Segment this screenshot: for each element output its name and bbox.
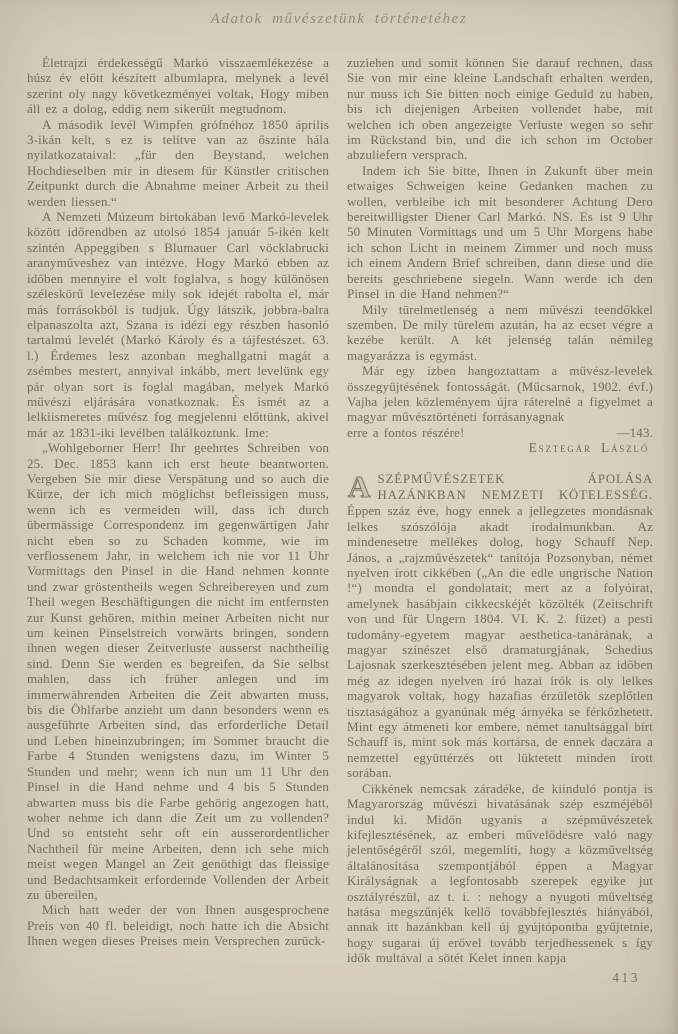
closing-text: erre a fontos részére!	[347, 424, 465, 440]
dropcap-initial: A	[348, 468, 371, 504]
left-column	[27, 55, 329, 949]
paragraph: Mily türelmetlenség a nem művészi teendőkkel szemben. De mily türelem azután, ha az ecset végre a kezébe került. A két jelenség talán némileg magyarázza is egymást.	[347, 301, 653, 363]
author-signature: Esztegár László	[528, 440, 649, 456]
article-body-text: Éppen száz éve, hogy ennek a jellegzetes mondásnak lelkes szószólója akadt irodalmunkban. Az mindenesetre mellékes dolog, hogy Schauff Nep. János, a „rajzművészetek“ tanítója Pozsonyban, német nyelven írott cikkében („An die edle ungrische Nation !“) mondta el gondolatait; mert az a folyóirat, amelynek hasábjain cikkecskéjét közölték (Zeitschrift von und für Ungern 1804. VI. K. 2. füzet) a pesti tudomány-egyetem magyar aesthetica-tanárának, a magyar színészet első dramaturgjának, Schedius Lajosnak szerkesztésében jelent meg. Abban az időben még az idegen nyelven író hazai írók is oly lelkes magyarok voltak, hogy hazafias érzületök szeplőtlen tisztaságához a gyanúnak még árnyéka se férkőzhetett. Mint egy átmeneti kor embere, német tanultsággal bírt Schauff is, mint sok más kortársa, de ennek daczára a nemzettel együttérzés ott lüktetett minden írott sorában.	[347, 503, 653, 781]
paragraph: Életrajzi érdekességű Markó visszaemlékezése a húsz év előtt készített albumlapra, melynek a levél szerint oly nagy következményei voltak, Hogy miben áll ez a dolog, eddig nem sikerült megtudnom.	[27, 55, 329, 117]
paragraph: A Nemzeti Múzeum birtokában levő Markó-levelek között időrendben az utolsó 1854 január 5-ikén kelt szintén Appeggiben s Blumauer Carl vöcklabrucki aranyműveshez van intézve. Hogy Markó ebben az időben mennyire el volt foglalva, s hogy különösen széleskörű levelezése mily sok idejét rabolta el, már más forrásokból is tudjuk. Úgy látszik, jobbra-balra elpanaszolta azt, Szana is idézi egy részben hasonló tartalmú levelét (Markó Károly és a tájfestészet. 63. l.) Érdemes lesz azonban meghallgatni magát a zsémbes mestert, annyival inkább, mert levelünk egy pár olyan sort is foglal magában, melyek Markó művészi eljárására vonatkoznak. És ismét az a lelkiismeretes művész fog megjelenni előttünk, akivel már az 1831-iki levélben találkoztunk. Ime:	[27, 209, 329, 440]
paragraph: A második levél Wimpfen grófnéhoz 1850 április 3-ikán kelt, s ez is telítve van az őszinte hála nyilatkozataival: „für den Beystand, welchen Hochdieselben mir in diesem für Künstler critischen Zeitpunkt durch die Abnahme meiner Arbeit zu theil werden liessen.“	[27, 116, 329, 209]
paragraph: Indem ich Sie bitte, Ihnen in Zukunft über mein etwaiges Schweigen keine Gedanken machen zu wollen, verbleibe ich mit besonderer Achtung Dero bereitwilligster Diener Carl Markó. NS. Es ist 9 Uhr 50 Minuten Vormittags und um 5 Uhr Morgens habe ich schon Licht in meinem Zimmer und noch muss ich einem Andern Brief schreiben, dann diese und die bereits geschriebene siegeln. Wann werde ich den Pinsel in die Hand nehmen?“	[347, 162, 653, 302]
paragraph: Cikkének nemcsak záradéke, de kiinduló pontja is Magyarország művészi hivatásának szép eszméjéből indul ki. Midőn ugyanis a szépművészetek kifejlesztésének, az emberi művelődésre való nagy jelentőségéről szól, megemlíti, hogy a közműveltség általánosítása szempontjából éppen a Magyar Királyságnak a legfontosabb szerepek egyike jut osztályrészül, az t. i. : nehogy a nyugoti műveltség hatása megszűnjék kellő továbbfejlesztés hiányából, annak itt hazánkban kell új gyújtópontba gyűjtetnie, hogy sugarai új erővel tovább terjedhessenek s így idők multával a sötét Kelet innen kapja	[347, 780, 653, 966]
second-article	[347, 468, 653, 966]
article-number: —143.	[616, 424, 653, 440]
paragraph: „Wohlgeborner Herr! Ihr geehrtes Schreiben von 25. Dec. 1853 kann ich erst heute beantworten. Vergeben Sie mir diese Verspätung und so auch die Kürze, der ich mich möglichst befleissigen muss, wenn ich es vermeiden will, dass ich durch übermässige Correspondenz im gegenwärtigen Jahr nicht eben so zu Schaden komme, wie im verflossenem Jahr, in welchem ich nie vor 11 Uhr Vormittags den Pinsel in die Hand nehmen konnte und zwar gröstentheils wegen Schreibereyen und zum Theil wegen Beschäftigungen die nicht im entfernsten zur Kunst gehören, mithin meiner Arbeiten nicht nur um keinen Pinselstreich vorwärts bringen, sondern ihnen wegen dieser Zeitverluste ausserst nachtheilig sind. Denn Sie werden es begreifen, da Sie selbst mahlen, dass ich früher anlegen und im immerwährenden Arbeiten die Zeit abwarten muss, bis die Öhlfarbe anzieht um dann besonders wenn es ausgeführte Arbeiten sind, das erforderliche Detail und Leben hineinzubringen; im Sommer braucht die Farbe 4 Stunden wenigstens dazu, im Winter 5 Stunden und mehr; wenn ich nun um 11 Uhr den Pinsel in die Hand nehme und 4 bis 5 Stunden abwarten muss bis die Farbe gehörig angezogen hatt, woher nehme ich dann die Zeit um zu vollenden? Und so entsteht sehr oft ein ausserordentlicher Nachtheil für meine Arbeiten, denn ich sehe mich meist wegen Mangel an Zeit genöthigt das fleissige und Bedachtsamkeit erfordernde Vollenden der Arbeit zu übereilen,	[27, 440, 329, 902]
paragraph: Már egy ízben hangoztattam a művész-levelek összegyűjtésének fontosságát. (Műcsarnok, 1902. évf.) Vajha jelen közleményem újra ráterelné a figyelmet a magyar művésztörténeti forrásanyagnak	[347, 363, 653, 425]
paragraph: zuziehen und somit können Sie darauf rechnen, dass Sie von mir eine kleine Landschaft erhalten werden, nur muss ich Sie bitten noch einige Geduld zu haben, bis ich diejenigen Arbeiten vollendet habe, mit welchen ich oben angezeigte Verluste wegen so sehr im Rückstand bin, und die ich schon im October abzuliefern versprach.	[347, 55, 653, 163]
right-column	[347, 55, 653, 966]
running-header-title: Adatok művészetünk történetéhez	[210, 11, 468, 27]
article-closing-line	[347, 425, 653, 440]
page-number: 413	[612, 970, 640, 985]
article-title: SZÉPMŰVÉSZETEK ÁPOLÁSA HAZÁNKBAN NEMZETI KÖTELESSÉG.	[377, 471, 653, 502]
paragraph: Mich hatt weder der von Ihnen ausgesprochene Preis von 40 fl. beleidigt, noch hatte ich die Absicht Ihnen wegen dieses Preises mein Versprechen zurück-	[27, 902, 329, 949]
article-lead-paragraph	[347, 468, 653, 781]
